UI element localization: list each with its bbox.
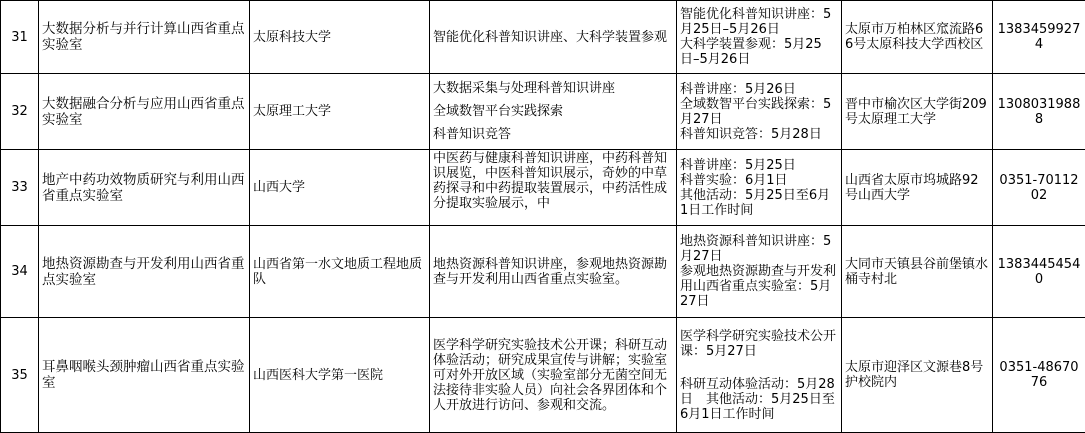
host-organization: 山西医科大学第一医院	[250, 318, 430, 433]
activity-item: 医学科学研究实验技术公开课；科研互动体验活动；研究成果宣传与讲解；实验室可对外开放区域（实验室部分无菌空间无法接待非实验人员）向社会各界团体和个人开放进行访问、参观和交流。	[433, 338, 673, 413]
schedule-item: 医学科学研究实验技术公开课：5月27日	[680, 329, 838, 359]
activity-item: 智能优化科普知识讲座、大科学装置参观	[433, 30, 673, 45]
schedule-item: 其他活动：5月25日至6月1日工作时间	[680, 188, 838, 218]
schedule-item: 大科学装置参观：5月25日–5月26日	[680, 37, 838, 67]
row-number: 32	[1, 74, 39, 150]
row-number: 34	[1, 226, 39, 318]
activity-schedule	[677, 318, 842, 433]
lab-name: 大数据分析与并行计算山西省重点实验室	[39, 1, 250, 74]
row-number: 33	[1, 150, 39, 226]
activity-item: 大数据采集与处理科普知识讲座	[433, 81, 673, 96]
activity-schedule	[677, 150, 842, 226]
lab-name: 地热资源勘查与开发利用山西省重点实验室	[39, 226, 250, 318]
host-organization: 山西大学	[250, 150, 430, 226]
contact-phone: 0351-4867076	[993, 318, 1085, 433]
schedule-item: 全域数智平台实践探索：5月27日	[680, 97, 838, 127]
lab-name: 大数据融合分析与应用山西省重点实验室	[39, 74, 250, 150]
address: 晋中市榆次区大学街209号太原理工大学	[842, 74, 993, 150]
activity-schedule	[677, 1, 842, 74]
activity-item: 中医药与健康科普知识讲座，中药科普知识展览，中医科普知识展示，奇妙的中草药探寻和中药提取装置展示，中药活性成分提取实验展示，中	[433, 151, 673, 211]
contact-phone: 0351-7011202	[993, 150, 1085, 226]
activity-content	[430, 150, 677, 226]
host-organization: 太原科技大学	[250, 1, 430, 74]
address: 太原市迎泽区文源巷8号护校院内	[842, 318, 993, 433]
lab-name: 耳鼻咽喉头颈肿瘤山西省重点实验室	[39, 318, 250, 433]
activity-item: 地热资源科普知识讲座，参观地热资源勘查与开发利用山西省重点实验室。	[433, 257, 673, 287]
table-row	[1, 226, 1085, 318]
activity-content	[430, 74, 677, 150]
row-number: 31	[1, 1, 39, 74]
address: 太原市万柏林区窊流路66号太原科技大学西校区	[842, 1, 993, 74]
schedule-item: 科普知识竞答：5月28日	[680, 127, 838, 142]
contact-phone: 13834599274	[993, 1, 1085, 74]
table-row	[1, 318, 1085, 433]
activity-item: 全域数智平台实践探索	[433, 104, 673, 119]
schedule-item: 地热资源科普知识讲座：5月27日	[680, 234, 838, 264]
contact-phone: 13080319888	[993, 74, 1085, 150]
schedule-item: 科普讲座：5月26日	[680, 82, 838, 97]
table-row	[1, 150, 1085, 226]
schedule-item: 科普讲座：5月25日	[680, 158, 838, 173]
schedule-item: 智能优化科普知识讲座：5月25日–5月26日	[680, 7, 838, 37]
table-row	[1, 1, 1085, 74]
activity-schedule	[677, 74, 842, 150]
schedule-item: 科研互动体验活动：5月28日 其他活动：5月25日至6月1日工作时间	[680, 377, 838, 422]
row-number: 35	[1, 318, 39, 433]
activity-content	[430, 226, 677, 318]
activity-schedule	[677, 226, 842, 318]
schedule-item: 科普实验：6月1日	[680, 173, 838, 188]
schedule-item: 参观地热资源勘查与开发利用山西省重点实验室：5月27日	[680, 264, 838, 309]
lab-name: 地产中药功效物质研究与利用山西省重点实验室	[39, 150, 250, 226]
contact-phone: 13834454540	[993, 226, 1085, 318]
activity-content	[430, 1, 677, 74]
address: 山西省太原市坞城路92号山西大学	[842, 150, 993, 226]
table-row	[1, 74, 1085, 150]
activity-content	[430, 318, 677, 433]
address: 大同市天镇县谷前堡镇水桶寺村北	[842, 226, 993, 318]
host-organization: 山西省第一水文地质工程地质队	[250, 226, 430, 318]
host-organization: 太原理工大学	[250, 74, 430, 150]
activity-item: 科普知识竞答	[433, 127, 673, 142]
